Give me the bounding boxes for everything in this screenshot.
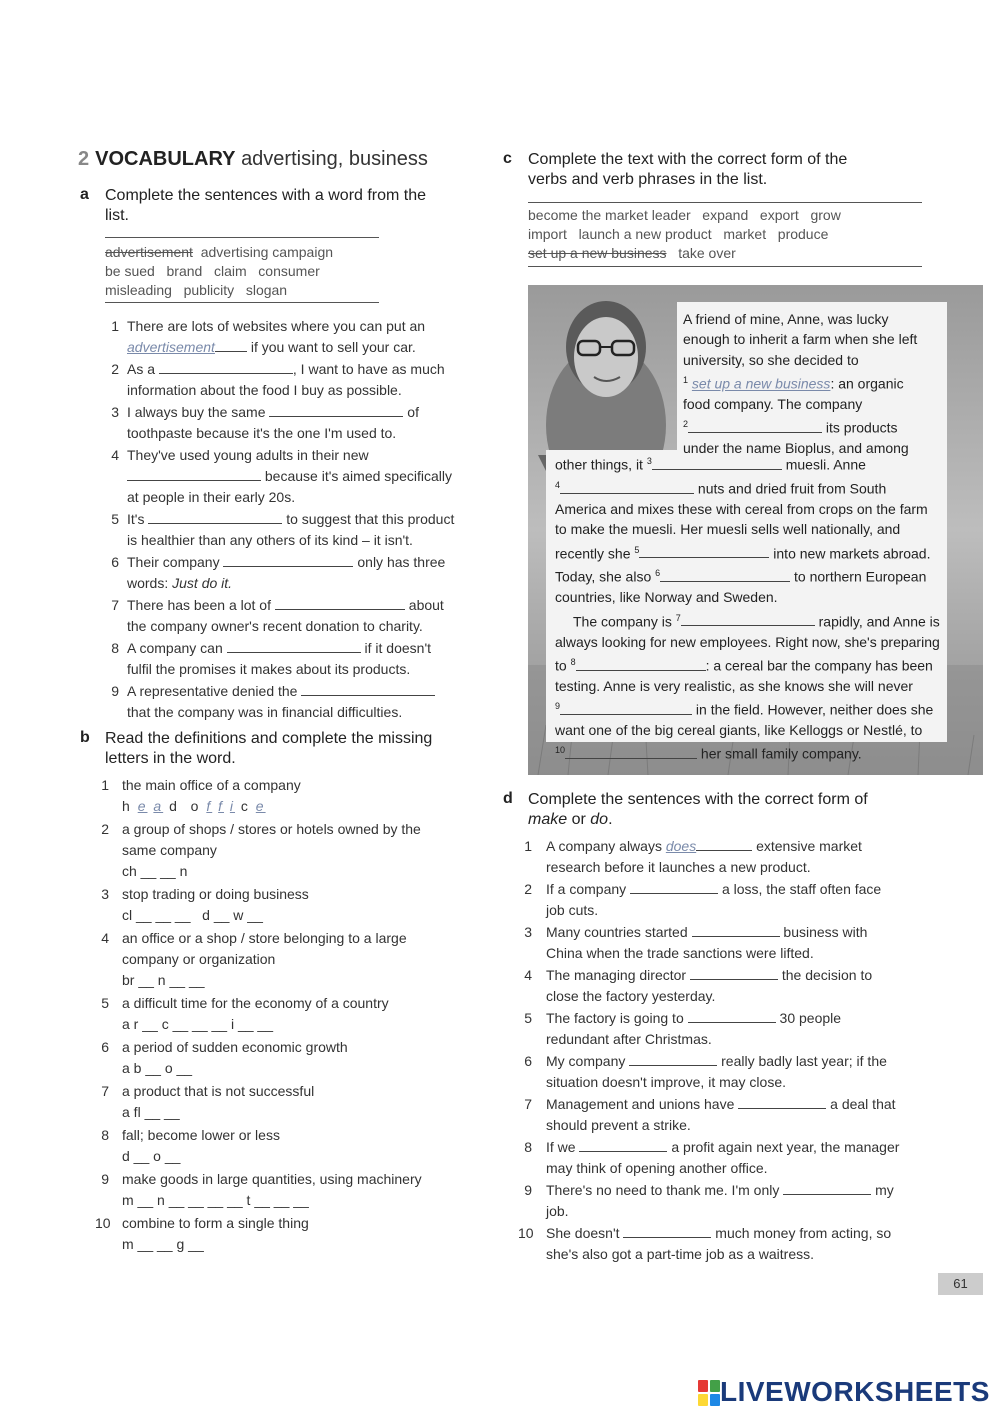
list-item: 9 There's no need to thank me. I'm only my job. xyxy=(524,1182,894,1219)
answer-blank[interactable] xyxy=(738,1095,826,1109)
example-answer: does xyxy=(665,838,697,854)
liveworksheets-logo xyxy=(698,1376,998,1410)
part-b-instruction: Read the definitions and complete the missing letters in the word. xyxy=(105,730,433,767)
answer-blank[interactable] xyxy=(623,1224,711,1238)
letter-pattern[interactable]: d __ o __ xyxy=(122,1148,181,1164)
divider xyxy=(528,266,922,267)
answer-blank[interactable] xyxy=(269,403,403,417)
answer-blank[interactable] xyxy=(688,419,822,433)
part-d-items xyxy=(518,836,938,1266)
letter-pattern[interactable]: m __ n __ __ __ __ t __ __ __ xyxy=(122,1192,309,1208)
list-item: 2 As a , I want to have as much information about the food I buy as possible. xyxy=(111,361,445,398)
part-b-items xyxy=(95,775,485,1257)
answer-blank[interactable] xyxy=(148,510,282,524)
list-item: 3 Many countries started business with China when the trade sanctions were lifted. xyxy=(524,924,868,961)
logo-icon xyxy=(698,1380,720,1406)
answer-blank[interactable] xyxy=(629,1052,717,1066)
part-d-instruction: Complete the sentences with the correct form of make or do. xyxy=(528,791,868,828)
part-b-letter: b xyxy=(80,729,90,746)
list-item: 1 A company always does extensive market research before it launches a new product. xyxy=(524,838,862,875)
answer-blank[interactable] xyxy=(576,657,706,671)
answer-blank[interactable] xyxy=(690,966,778,980)
list-item: 6 My company really badly last year; if the situation doesn't improve, it may close. xyxy=(524,1053,887,1090)
example-answer: advertisement xyxy=(127,339,215,355)
answer-blank[interactable] xyxy=(696,837,752,851)
word-list-c: become the market leader expand export grow import launch a new product market produce set up a new business take over xyxy=(528,207,841,261)
divider xyxy=(528,202,922,203)
answer-blank[interactable] xyxy=(223,553,353,567)
letter-pattern[interactable]: a r __ c __ __ __ i __ __ xyxy=(122,1016,273,1032)
list-item: 6 Their company only has three words: Just do it. xyxy=(111,554,446,591)
list-item: 10 combine to form a single thing m __ __ g __ xyxy=(95,1215,309,1252)
list-item: 6 a period of sudden economic growth a b __ o __ xyxy=(101,1039,348,1076)
list-item: 3 I always buy the same of toothpaste because it's the one I'm used to. xyxy=(111,404,419,441)
answer-blank[interactable] xyxy=(560,701,692,715)
answer-blank[interactable] xyxy=(215,338,247,352)
list-item: 1 There are lots of websites where you can put an advertisement if you want to sell your car. xyxy=(111,318,426,355)
part-a-instruction: Complete the sentences with a word from the list. xyxy=(105,187,427,224)
list-item: 8 If we a profit again next year, the manager may think of opening another office. xyxy=(524,1139,900,1176)
answer-blank[interactable] xyxy=(688,1009,776,1023)
list-item: 4 The managing director the decision to close the factory yesterday. xyxy=(524,967,873,1004)
letter-pattern[interactable]: ch __ __ n xyxy=(122,863,188,879)
list-item: 9 make goods in large quantities, using machinery m __ n __ __ __ __ t __ __ __ xyxy=(101,1171,422,1208)
part-a-letter: a xyxy=(80,186,89,203)
answer-blank[interactable] xyxy=(652,456,782,470)
list-item: 8 A company can if it doesn't fulfil the promises it makes about its products. xyxy=(111,640,432,677)
divider xyxy=(105,302,379,303)
list-item: 4 They've used young adults in their new because it's aimed specifically at people in their early 20s. xyxy=(111,447,452,505)
list-item: 3 stop trading or doing business cl __ __ __ d __ w __ xyxy=(101,886,309,923)
letter-pattern[interactable]: cl __ __ __ d __ w __ xyxy=(122,907,263,923)
list-item: 2 a group of shops / stores or hotels owned by the same company ch __ __ n xyxy=(101,821,421,879)
list-item: 5 a difficult time for the economy of a country a r __ c __ __ __ i __ __ xyxy=(101,995,389,1032)
answer-blank[interactable] xyxy=(579,1138,667,1152)
letter-pattern[interactable]: m __ __ g __ xyxy=(122,1236,204,1252)
answer-blank[interactable] xyxy=(639,544,769,558)
answer-blank[interactable] xyxy=(227,639,361,653)
list-item: 5 It's to suggest that this product is healthier than any others of its kind – it isn't. xyxy=(111,511,455,548)
page-number: 61 xyxy=(938,1273,983,1295)
face-shape xyxy=(574,317,638,397)
example-answer: set up a new business xyxy=(691,375,831,392)
answer-blank[interactable] xyxy=(630,880,718,894)
answer-blank[interactable] xyxy=(560,480,694,494)
answer-blank[interactable] xyxy=(565,745,697,759)
answer-blank[interactable] xyxy=(275,596,405,610)
list-item: 10 She doesn't much money from acting, so she's also got a part-time job as a waitress. xyxy=(518,1225,892,1262)
part-c-instruction: Complete the text with the correct form of the verbs and verb phrases in the list. xyxy=(528,151,848,188)
list-item: 1 the main office of a company h e a d o f f i c e xyxy=(101,777,301,814)
word-list-a: advertisement advertising campaign be sued brand claim consumer misleading publicity slogan xyxy=(105,244,334,298)
answer-blank[interactable] xyxy=(681,612,815,626)
list-item: 2 If a company a loss, the staff often face job cuts. xyxy=(524,881,882,918)
part-d-letter: d xyxy=(503,790,513,807)
answer-blank[interactable] xyxy=(301,682,435,696)
list-item: 8 fall; become lower or less d __ o __ xyxy=(101,1127,280,1164)
story-text-top: A friend of mine, Anne, was lucky enough to inherit a farm when she left university, so she decided to $^1$ set up a new business: an organic food company. The company $^2$ its products under the name Bioplus, and among xyxy=(683,311,918,457)
story-text-bottom: other things, it $^3$ muesli. Anne $^4$ nuts and dried fruit from South America and mixes these with cereal from crops on the farm to make the muesli. Her muesli sells well nationally, and recently she $^5$ into new markets abroad. Today, she also $^6$ to northern European countries, like Norway and Sweden. The company is $^7$ rapidly, and Anne is always looking for new employees. Right now, she's preparing to $^8$ : a cereal bar the company has been testing. Anne is very realistic, as she knows she will never $^9$ in the field. However, neither does she want one of the big cereal giants, like Kelloggs or Nestlé, to $^{10}$ her small family company. xyxy=(555,456,940,763)
list-item: 7 a product that is not successful a fl __ __ xyxy=(101,1083,315,1120)
list-item: 7 There has been a lot of about the company owner's recent donation to charity. xyxy=(111,597,444,634)
part-c-letter: c xyxy=(503,150,512,167)
answer-blank[interactable] xyxy=(692,923,780,937)
answer-blank[interactable] xyxy=(660,568,790,582)
list-item: 5 The factory is going to 30 people redundant after Christmas. xyxy=(524,1010,842,1047)
answer-blank[interactable] xyxy=(127,467,261,481)
list-item: 7 Management and unions have a deal that should prevent a strike. xyxy=(524,1096,896,1133)
answer-blank[interactable] xyxy=(783,1181,871,1195)
section-title: 2 VOCABULARY advertising, business xyxy=(78,148,428,170)
letter-pattern[interactable]: a b __ o __ xyxy=(122,1060,193,1076)
letter-pattern[interactable]: br __ n __ __ xyxy=(122,972,205,988)
brand-name: LIVEWORKSHEETS xyxy=(720,1376,990,1407)
list-item: 4 an office or a shop / store belonging to a large company or organization br __ n __ __ xyxy=(101,930,407,988)
divider xyxy=(105,237,379,238)
part-a-items xyxy=(105,316,480,724)
letter-pattern[interactable]: a fl __ __ xyxy=(122,1104,180,1120)
answer-blank[interactable] xyxy=(159,360,293,374)
list-item: 9 A representative denied the that the company was in financial difficulties. xyxy=(105,681,480,723)
